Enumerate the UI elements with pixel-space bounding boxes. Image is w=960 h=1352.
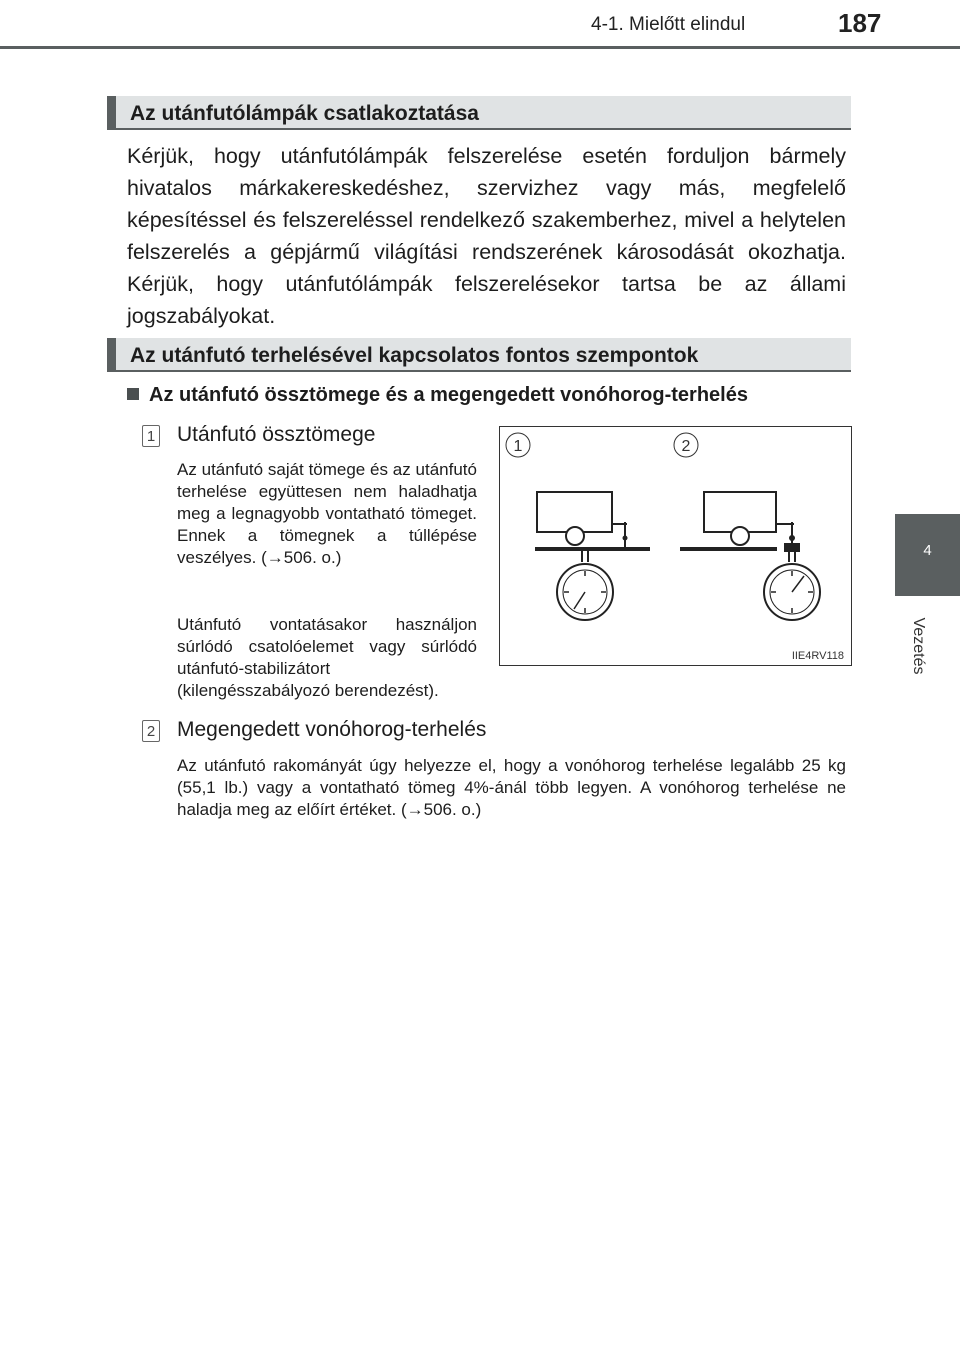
chapter-tab-label bbox=[908, 606, 928, 686]
chapter-tab-label-text: Vezetés bbox=[910, 617, 927, 675]
chapter-tab[interactable] bbox=[895, 514, 960, 596]
lights-body-text: Kérjük, hogy utánfutólámpák felszerelése esetén forduljon bármely hivatalos márkakereskedéshez, szervizhez vagy más, megfelelő képesítéssel és felszereléssel rendelkező szakemberhez, mivel a helytelen felszerelés a gépjármű világítási rendszerének károsodását okozhatja. Kérjük, hogy utánfutólámpák felszerelésekor tartsa be az állami jogszabályokat. bbox=[127, 144, 846, 328]
section-heading-load bbox=[107, 338, 851, 372]
figure-label-2: 2 bbox=[681, 438, 691, 455]
trailer-weight-figure bbox=[499, 426, 852, 666]
header-rule bbox=[0, 46, 960, 49]
header-section-title: 4-1. Mielőtt elindul bbox=[591, 14, 746, 35]
item-desc-1a: Az utánfutó saját tömege és az utánfutó terhelése együttesen nem haladhatja meg a legnagyobb vontatható tömeget. Ennek a tömegnek a túllépése veszélyes. (→506. o.) bbox=[177, 460, 477, 567]
figure-code: IIE4RV118 bbox=[791, 650, 844, 662]
bullet-heading bbox=[127, 384, 748, 407]
item-title-1: Utánfutó össztömege bbox=[177, 423, 376, 446]
chapter-tab-number: 4 bbox=[923, 542, 932, 559]
section-heading-lights bbox=[107, 96, 851, 130]
item-title-2: Megengedett vonóhorog-terhelés bbox=[177, 718, 487, 741]
bullet-heading-text: Az utánfutó össztömege és a megengedett vonóhorog-terhelés bbox=[149, 384, 748, 406]
section-heading-load-text: Az utánfutó terhelésével kapcsolatos fontos szempontok bbox=[130, 344, 699, 367]
figure-label-1: 1 bbox=[513, 438, 523, 455]
bullet-square-icon bbox=[127, 388, 139, 400]
item-number-badge-1: 1 bbox=[142, 425, 160, 447]
page-number: 187 bbox=[838, 8, 882, 38]
item-number-badge-2: 2 bbox=[142, 720, 160, 742]
item-desc-2: Az utánfutó rakományát úgy helyezze el, hogy a vonóhorog terhelése legalább 25 kg (55,1 lb.) vagy a vontatható tömeg 4%-ánál több legyen. A vonóhorog terhelése ne haladja meg az előírt értéket. (→506. o.) bbox=[177, 756, 846, 819]
trailer-weight-illustration bbox=[499, 426, 852, 666]
section-heading-lights-text: Az utánfutólámpák csatlakoztatása bbox=[130, 102, 479, 125]
item-desc-1b: Utánfutó vontatásakor használjon súrlódó csatolóelemet vagy súrlódó utánfutó-stabilizátort (kilengésszabályozó berendezést). bbox=[177, 615, 477, 700]
